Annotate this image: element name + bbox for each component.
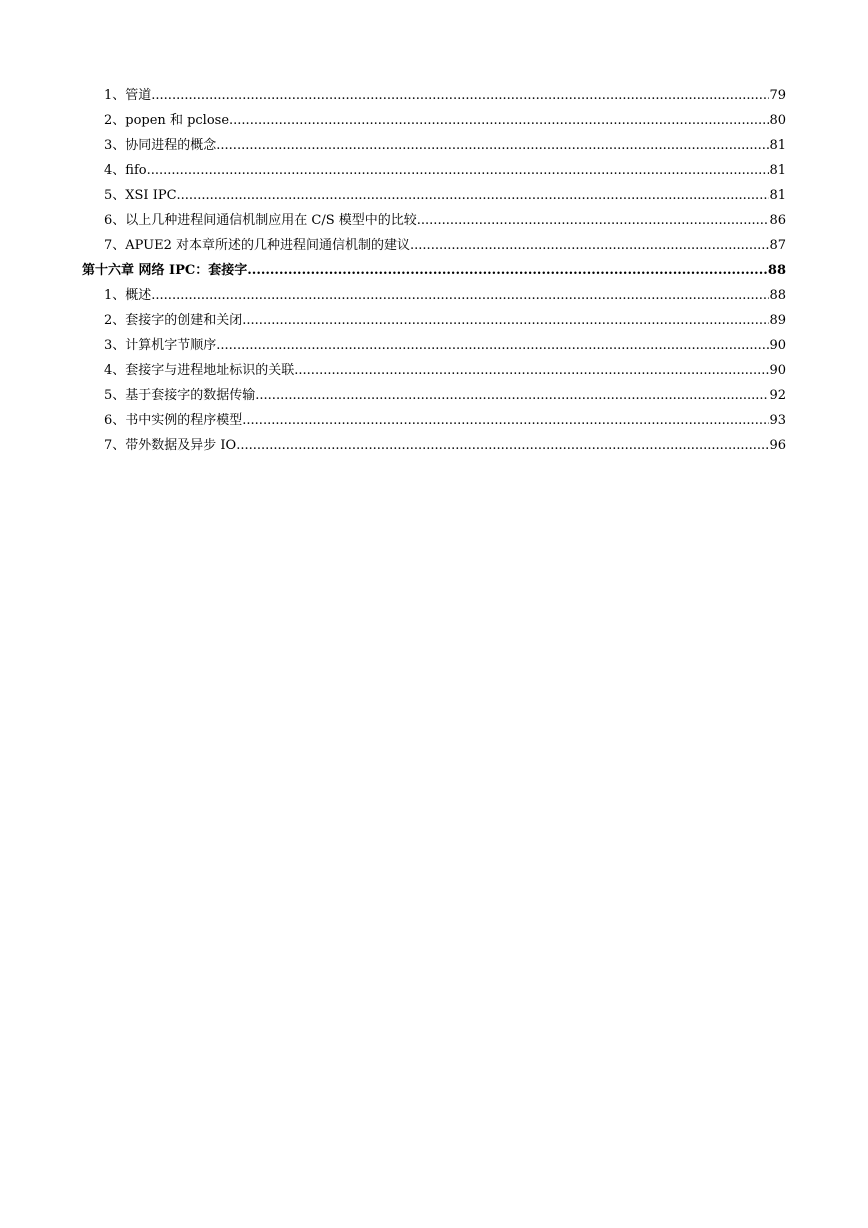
toc-entry-page: 92 xyxy=(769,388,786,403)
toc-entry[interactable] xyxy=(82,308,786,333)
toc-dot-leader xyxy=(216,133,769,158)
toc-dot-leader xyxy=(147,158,770,183)
toc-entry-title: 4、套接字与进程地址标识的关联 xyxy=(104,363,295,378)
toc-entry-title: 3、计算机字节顺序 xyxy=(104,338,217,353)
toc-dot-leader xyxy=(151,283,769,308)
toc-dot-leader xyxy=(410,233,769,258)
toc-dot-leader xyxy=(177,183,770,208)
toc-entry-title: 1、管道 xyxy=(104,88,152,103)
toc-entry-page: 93 xyxy=(769,413,786,428)
toc-entry-page: 90 xyxy=(769,363,786,378)
toc-entry[interactable] xyxy=(82,433,786,458)
toc-entry-title: 7、带外数据及异步 IO xyxy=(104,438,237,453)
toc-entry-title: 1、概述 xyxy=(104,288,152,303)
toc-entry[interactable] xyxy=(82,83,786,108)
toc-entry-page: 81 xyxy=(769,188,786,203)
toc-entry-title: 2、popen 和 pclose xyxy=(104,113,230,128)
toc-entry-page: 96 xyxy=(769,438,786,453)
toc-dot-leader xyxy=(242,408,769,433)
toc-entry-page: 87 xyxy=(769,238,786,253)
toc-entry-title: 6、书中实例的程序模型 xyxy=(104,413,243,428)
toc-chapter-title: 第十六章 网络 IPC：套接字 xyxy=(82,263,248,278)
toc-entry-page: 80 xyxy=(769,113,786,128)
toc-entry[interactable] xyxy=(82,233,786,258)
toc-dot-leader xyxy=(417,208,770,233)
toc-entry-page: 90 xyxy=(769,338,786,353)
toc-chapter-page: 88 xyxy=(767,263,786,278)
toc-entry-page: 81 xyxy=(769,163,786,178)
toc-entry-title: 6、以上几种进程间通信机制应用在 C/S 模型中的比较 xyxy=(104,213,417,228)
toc-entry[interactable] xyxy=(82,358,786,383)
toc-dot-leader xyxy=(242,308,769,333)
toc-dot-leader xyxy=(229,108,769,133)
toc-entry-page: 79 xyxy=(769,88,786,103)
toc-entry[interactable] xyxy=(82,333,786,358)
toc-entry-page: 88 xyxy=(769,288,786,303)
toc-dot-leader xyxy=(294,358,769,383)
toc-entry[interactable] xyxy=(82,108,786,133)
toc-entry-title: 2、套接字的创建和关闭 xyxy=(104,313,243,328)
toc-entry-page: 86 xyxy=(769,213,786,228)
toc-dot-leader xyxy=(255,383,769,408)
toc-dot-leader xyxy=(247,258,768,283)
toc-entry-page: 89 xyxy=(769,313,786,328)
toc-dot-leader xyxy=(151,83,769,108)
toc-dot-leader xyxy=(216,333,769,358)
toc-entry-page: 81 xyxy=(769,138,786,153)
toc-chapter-entry[interactable] xyxy=(82,258,786,283)
toc-entry[interactable] xyxy=(82,208,786,233)
toc-entry-title: 7、APUE2 对本章所述的几种进程间通信机制的建议 xyxy=(104,238,411,253)
table-of-contents xyxy=(82,83,786,458)
toc-entry[interactable] xyxy=(82,408,786,433)
toc-entry-title: 5、基于套接字的数据传输 xyxy=(104,388,256,403)
toc-entry[interactable] xyxy=(82,158,786,183)
toc-entry[interactable] xyxy=(82,133,786,158)
toc-entry[interactable] xyxy=(82,383,786,408)
toc-entry-title: 4、fifo xyxy=(104,163,147,178)
toc-dot-leader xyxy=(236,433,769,458)
toc-entry-title: 5、XSI IPC xyxy=(104,188,177,203)
toc-entry[interactable] xyxy=(82,183,786,208)
toc-entry[interactable] xyxy=(82,283,786,308)
toc-entry-title: 3、协同进程的概念 xyxy=(104,138,217,153)
